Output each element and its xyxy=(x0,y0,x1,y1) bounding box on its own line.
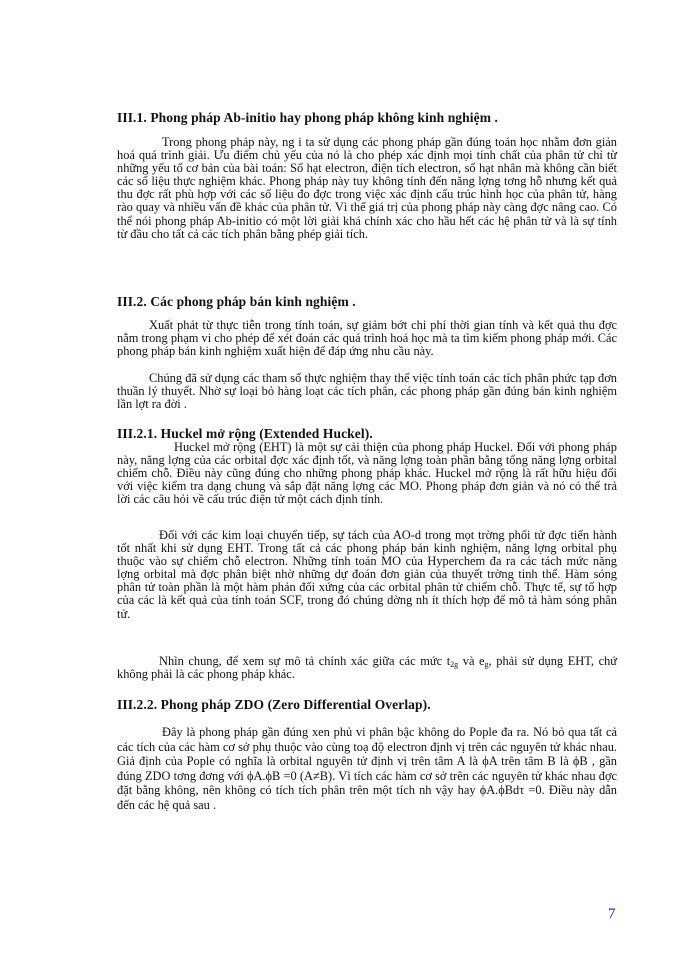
t2g-subscript: 2g xyxy=(450,660,459,669)
paragraph-extended-huckel-1: Huckel mở rộng (EHT) là một sự cải thiện của phong pháp Huckel. Đối với phong pháp này, năng lợng của các orbital đợc xác định tốt, và năng lợng toàn phần bằng tổng năng lợng orbital chiếm chỗ. Điều này cũng đúng cho những phong pháp khác. Huckel mở rộng là rất hữu hiệu đối với việc kiểm tra dạng chung và sắp đặt năng lợng các MO. Phong pháp đơn giản và nó có thể trả lời các câu hỏi về cấu trúc điện tử một cách định tính. xyxy=(117,440,617,507)
eg-subscript: g xyxy=(484,660,489,669)
section-heading-3-2-2: III.2.2. Phong pháp ZDO (Zero Differential Overlap). xyxy=(117,697,431,712)
paragraph-extended-huckel-3 xyxy=(117,655,617,681)
para3-text-c: , phải sử dụng EHT, chứ không phải là các phong pháp khác. xyxy=(117,654,617,682)
section-heading-3-2-1: III.2.1. Huckel mở rộng (Extended Huckel). xyxy=(117,426,373,441)
section-heading-3-1: III.1. Phong pháp Ab-initio hay phong pháp không kinh nghiệm . xyxy=(117,110,498,125)
paragraph-semi-empirical-1: Xuất phát từ thực tiễn trong tính toán, sự giảm bớt chi phí thời gian tính và kết quả thu đợc nằm trong phạm vi cho phép để xét đoán các quá trình hoá học mà ta tìm kiếm phong pháp mới. Các phong pháp bán kinh nghiệm xuất hiện để đáp ứng nhu cầu này. xyxy=(117,318,617,359)
para3-text-b: và e xyxy=(458,654,485,668)
paragraph-ab-initio: Trong phong pháp này, ng i ta sử dụng các phong pháp gần đúng toán học nhằm đơn giản hoá quá trình giải. Ưu điểm chủ yếu của nó là cho phép xác định mọi tính chất của phân tử chỉ từ những yếu tố cơ bản của bài toán: Số hạt electron, điện tích electron, số hạt nhân mà không cần biết các số liệu thực nghiệm khác. Phong pháp này tuy không tính đến năng lợng tơng hỗ nhưng kết quả thu đợc rất phù hợp với các số liệu đo đợc trong việc xác định cấu trúc hình học của phân tử, hàng rào quay và nhiều vấn đề khác của phân tử. Vì thế giá trị của phong pháp này càng đợc nâng cao. Có thể nói phong pháp Ab-initio có một lời giải khá chính xác cho hầu hết các hệ phân tử và là sự tính từ đầu cho tất cả các tích phân bằng phép giải tích. xyxy=(117,135,617,241)
paragraph-semi-empirical-2: Chúng đã sử dụng các tham số thực nghiệm thay thế việc tính toán các tích phân phức tạp đơn thuần lý thuyết. Nhờ sự loại bỏ hàng loạt các tích phân, các phong pháp gần đúng bán kinh nghiệm lần lợt ra đời . xyxy=(117,371,617,412)
para3-text-a: Nhìn chung, để xem sự mô tả chính xác giữa các mức t xyxy=(159,654,451,668)
paragraph-extended-huckel-2: Đối với các kim loại chuyển tiếp, sự tách của AO-d trong mọt trờng phối tử đợc tiến hành tốt nhất khi sử dụng EHT. Trong tất cả các phong pháp bán kinh nghiệm, năng lợng orbital phụ thuộc vào sự chiếm chỗ electron. Những tính toán MO của Hyperchem đa ra các tách mức năng lợng orbital mà đợc phân biệt nhờ những dự đoán đơn giản của thuyết trờng tinh thể. Hàm sóng phân tử toàn phần là một hàm phản đối xứng của các orbital phân tử chiếm chỗ. Thực tế, sự tổ hợp của các là kết quả của tính toán SCF, trong đó chúng dờng nh ít thích hợp để mô tả hàm sóng phân tử. xyxy=(117,528,617,621)
paragraph-zdo: Đây là phong pháp gần đúng xen phủ vi phân bậc không do Pople đa ra. Nó bỏ qua tất cả các tích của các hàm cơ sở phụ thuộc vào cùng toạ độ electron định vị trên các nguyên tử khác nhau. Giả định của Pople có nghĩa là orbital nguyên tử định vị trên tâm A là ϕA trên tâm B là ϕB , gần đúng ZDO tơng đơng với ϕA.ϕB =0 (A≠B). Vì tích các hàm cơ sở trên các nguyên tử khác nhau đợc đặt bằng không, nên không có tích tích phân trên một tích nh vậy hay ϕA.ϕBdτ =0. Điều này dẫn đến các hệ quả sau . xyxy=(117,725,617,812)
section-heading-3-2: III.2. Các phong pháp bán kinh nghiệm . xyxy=(117,294,356,309)
page-number: 7 xyxy=(608,906,616,922)
